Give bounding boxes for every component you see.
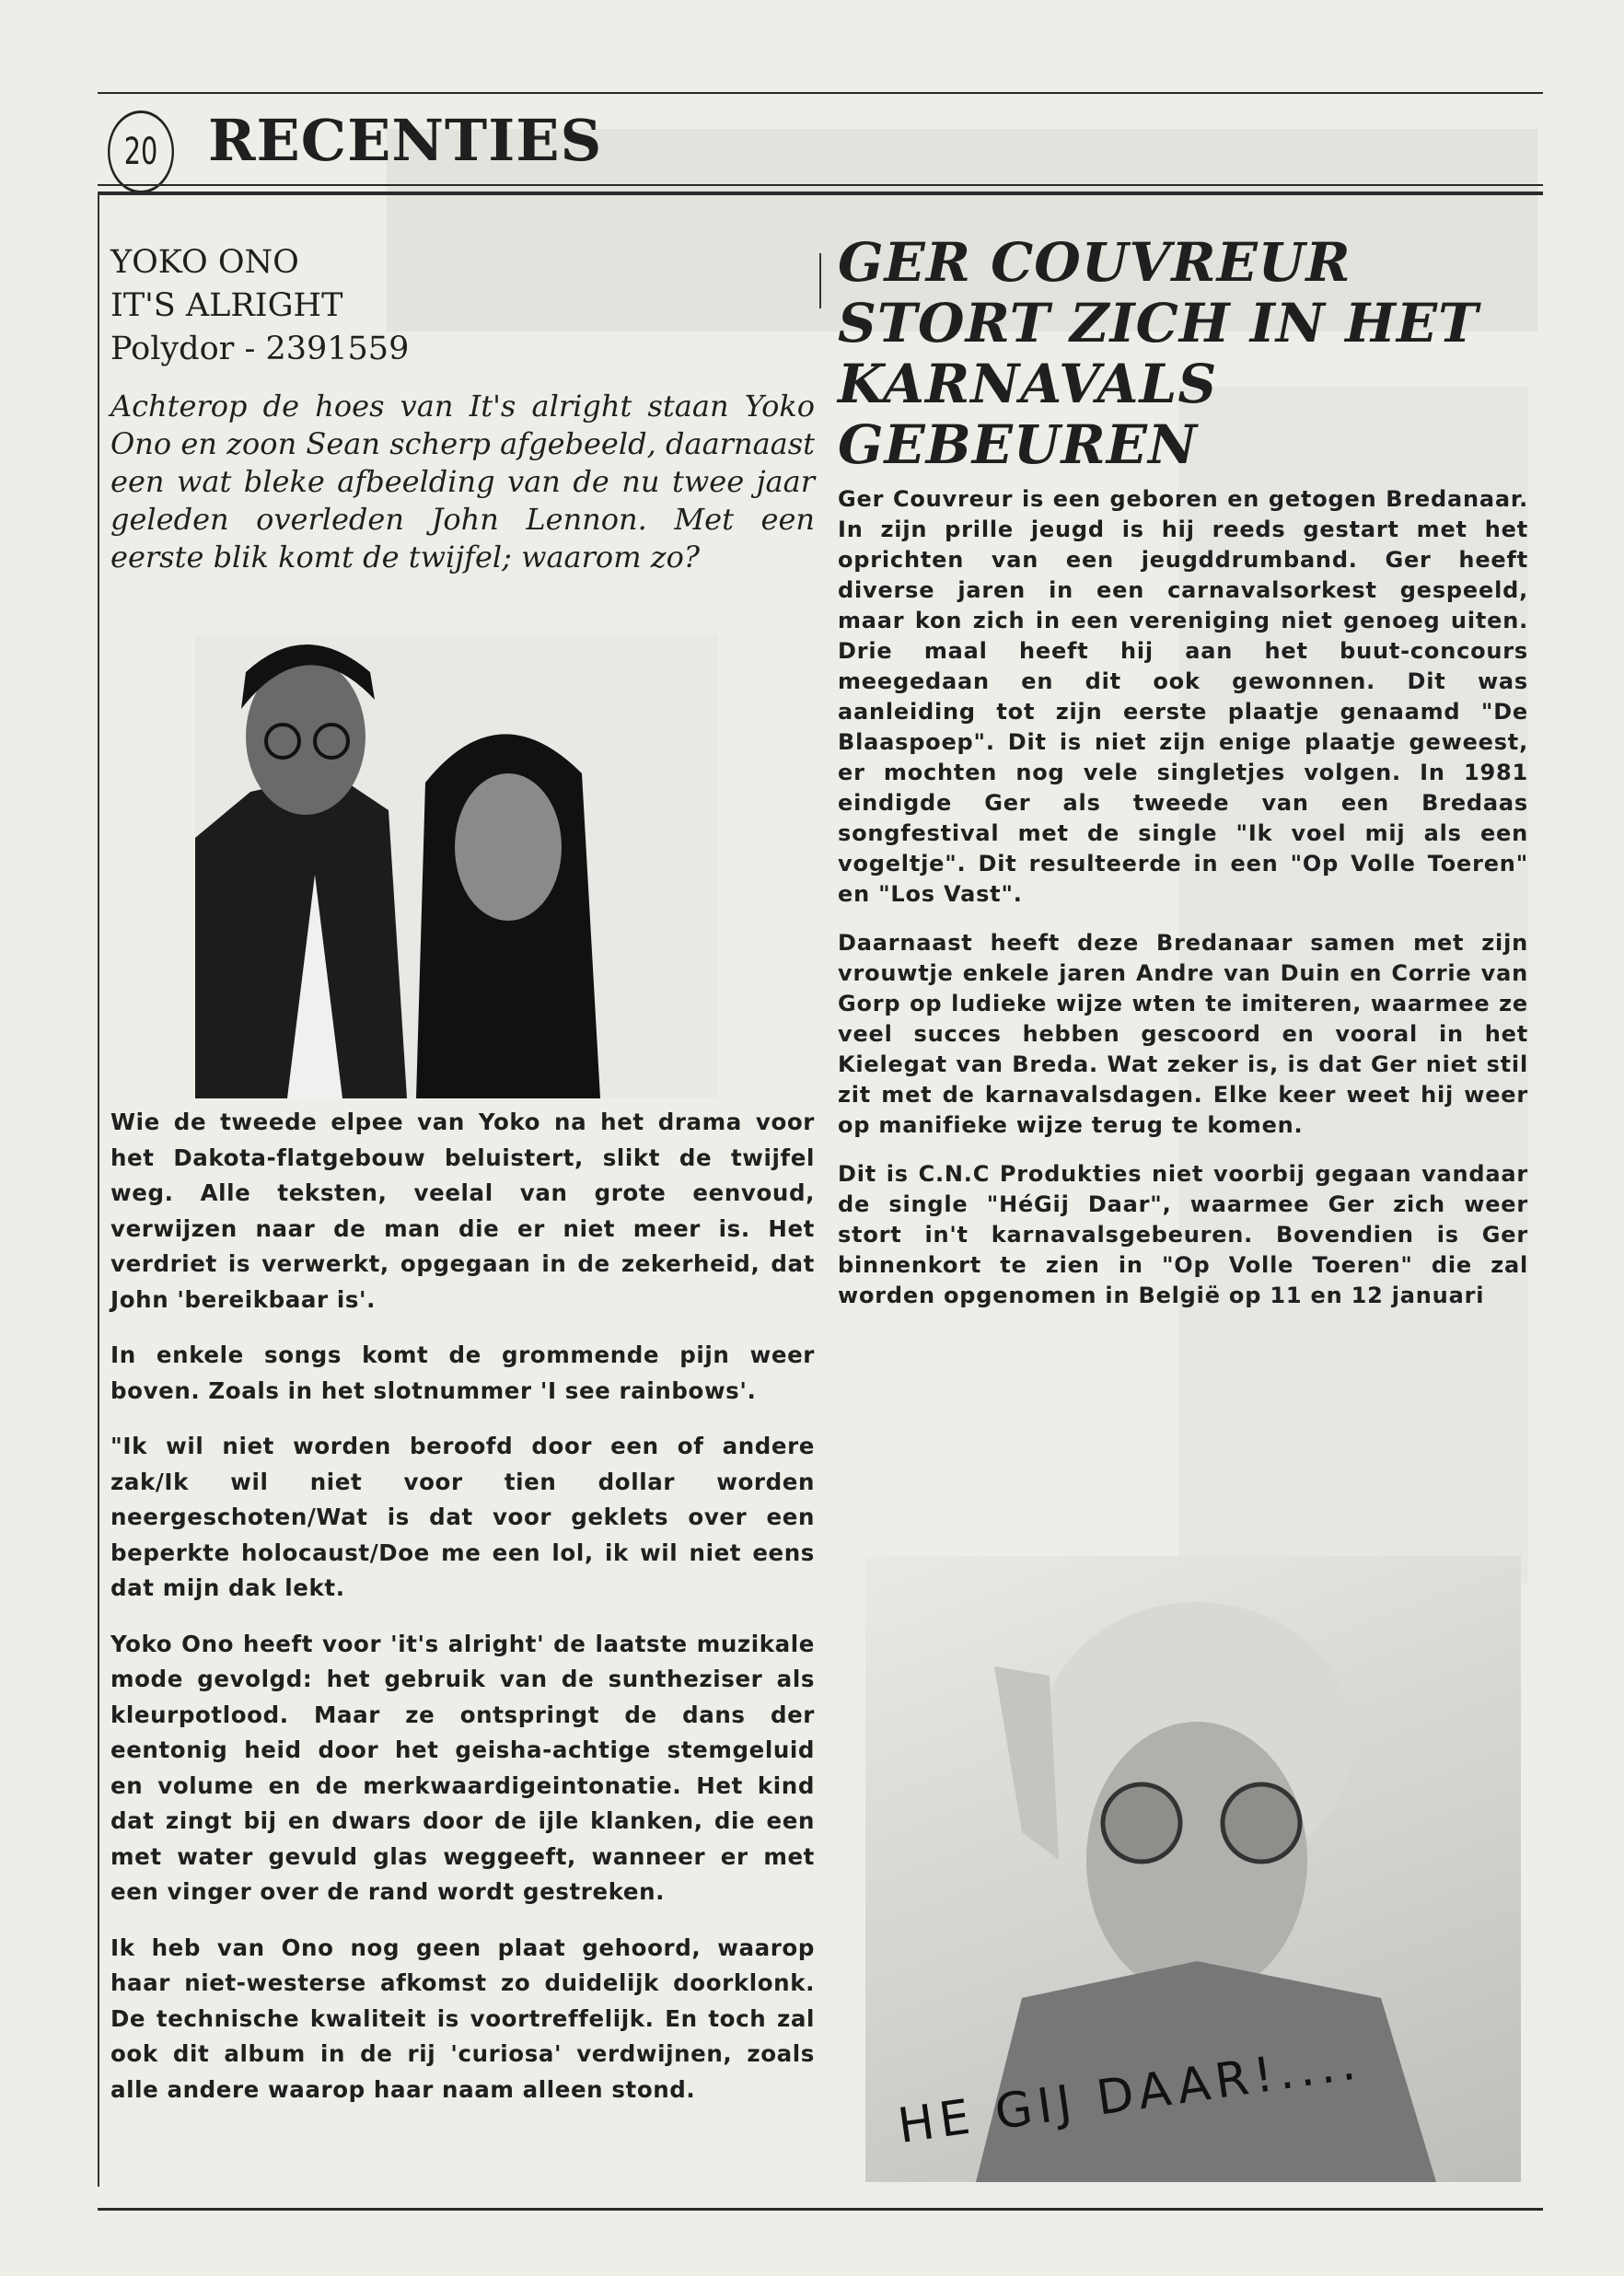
article-column [838,232,1528,1330]
review-column [110,241,815,576]
ger-couvreur-photo [865,1556,1521,2182]
article-paragraph: Dit is C.N.C Produkties niet voorbij gegaan vandaar de single "HéGij Daar", waarmee Ger zich weer stort in't karnavalsgebeuren. Bovendien is Ger binnenkort te zien in "Op Volle Toeren" die zal worden opgenomen in België op 11 en 12 januari [838,1161,1528,1308]
column-divider [819,253,821,308]
article-paragraph: Daarnaast heeft deze Bredanaar samen met zijn vrouwtje enkele jaren Andre van Duin en Corrie van Gorp op ludieke wijze wten te imiteren, waarmee ze veel succes hebben gescoord en vooral in het Kielegat van Breda. Wat zeker is, is dat Ger niet stil zit met de karnavalsdagen. Elke keer weet hij weer op manifieke wijze terug te komen. [838,930,1528,1138]
header-rule [98,184,1543,186]
review-artist: YOKO ONO [110,244,299,281]
article-paragraph: Ger Couvreur is een geboren en getogen Bredanaar. In zijn prille jeugd is hij reeds gestart met het oprichten van een jeugddrumband. Ger heeft diverse jaren in een carnavalsorkest gespeeld, maar kon zich in een vereniging niet genoeg uiten. Drie maal heeft hij aan het buut-concours meegedaan en dit ook gewonnen. Dit was aanleiding tot zijn eerste plaatje genaamd "De Blaaspoep". Dit is niet zijn enige plaatje geweest, er mochten nog vele singletjes volgen. In 1981 eindigde Ger als tweede van een Bredaas songfestival met de single "Ik voel mij als een vogeltje". Dit resulteerde in een "Op Volle Toeren" en "Los Vast". [838,486,1528,907]
bottom-rule [98,2208,1543,2211]
review-lead: Achterop de hoes van It's alright staan Yoko Ono en zoon Sean scherp afgebeeld, daarnaast een wat bleke afbeelding van de nu twee jaar geleden overleden John Lennon. Met een eerste blik komt de twijfel; waarom zo? [110,389,815,575]
review-label: Polydor - 2391559 [110,331,410,367]
top-rule [98,92,1543,94]
review-album: IT'S ALRIGHT [110,287,343,324]
page-number: 20 [108,110,174,193]
review-paragraph: Wie de tweede elpee van Yoko na het drama voor het Dakota-flatgebouw beluistert, slikt de twijfel weg. Alle teksten, veelal van grote eenvoud, verwijzen naar de man die er niet meer is. Het verdriet is verwerkt, opgegaan in de zekerheid, dat John 'bereikbaar is'. [110,1109,815,1313]
review-paragraph: Yoko Ono heeft voor 'it's alright' de laatste muzikale mode gevolgd: het gebruik van de suntheziser als kleurpotlood. Maar ze ontspringt de dans der eentonig heid door het geisha-achtige stemgeluid en volume en de merkwaardigeintonatie. Het kind dat zingt bij en dwars door de ijle klanken, die een met water gevuld glas weggeeft, wanneer er met een vinger over de rand wordt gestreken. [110,1630,815,1905]
review-paragraph: "Ik wil niet worden beroofd door een of andere zak/Ik wil niet voor tien dollar worden neergeschoten/Wat is dat voor geklets over een beperkte holocaust/Doe me een lol, ik wil niet eens dat mijn dak lekt. [110,1433,815,1601]
section-title: RECENTIES [208,107,603,174]
review-paragraph: Ik heb van Ono nog geen plaat gehoord, waarop haar niet-westerse afkomst zo duidelijk doorklonk. De technische kwaliteit is voortreffelijk. En toch zal ook dit album in de rij 'curiosa' verdwijnen, zoals alle andere waarop haar naam alleen stond. [110,1933,815,2103]
john-yoko-photo [195,635,718,1098]
review-paragraph: In enkele songs komt de grommende pijn weer boven. Zoals in het slotnummer 'I see rainbows'. [110,1341,815,1404]
photo-caption: HE GIJ DAAR!.... [894,2035,1364,2154]
article-headline: GER COUVREUR STORT ZICH IN HET KARNAVALS GEBEUREN [838,231,1479,476]
review-body [110,1105,815,2128]
